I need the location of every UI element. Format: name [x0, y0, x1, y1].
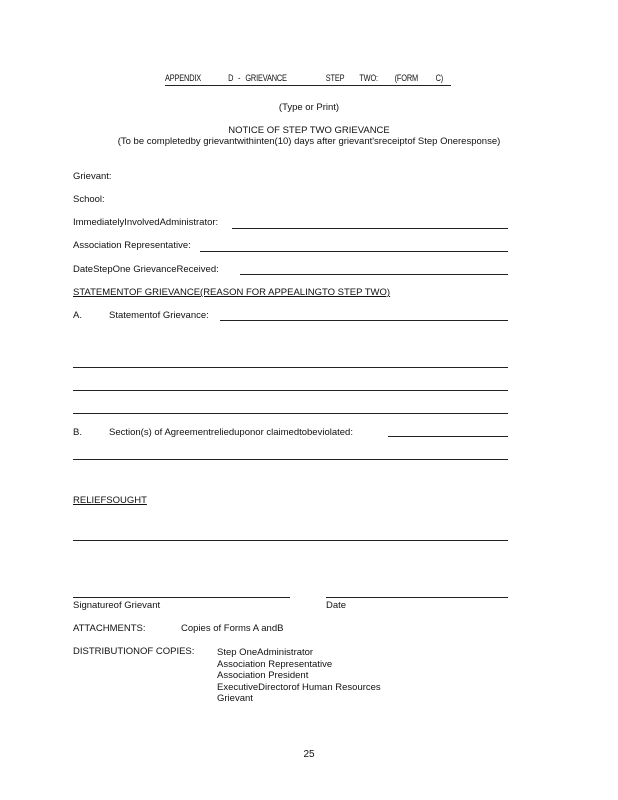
distribution-item: Step OneAdministrator — [217, 647, 314, 658]
notice-subtitle: (To be completedby grievantwithinten(10) days after grievant'sreceiptof Step Oneresponse) — [117, 136, 501, 147]
statement-b-letter: B. — [73, 427, 82, 438]
appendix-letter: D — [228, 73, 234, 83]
grievant-label: Grievant: — [73, 171, 112, 182]
heading-dash: - — [237, 73, 241, 83]
school-label: School: — [73, 194, 105, 205]
relief-heading: RELIEFSOUGHT — [73, 495, 147, 506]
relief-line[interactable] — [73, 540, 508, 541]
date-received-label: DateStepOne GrievanceReceived: — [73, 264, 219, 275]
statement-a-label: Statementof Grievance: — [109, 310, 209, 321]
form-letter: C) — [435, 73, 444, 83]
distribution-label: DISTRIBUTIONOF COPIES: — [73, 646, 195, 657]
attachments-value: Copies of Forms A andB — [181, 623, 284, 634]
signature-label: Signatureof Grievant — [73, 600, 161, 611]
attachments-label: ATTACHMENTS: — [73, 623, 146, 634]
distribution-list — [217, 648, 381, 706]
distribution-item: ExecutiveDirectorof Human Resources — [217, 681, 381, 693]
signature-field[interactable] — [73, 597, 290, 598]
notice-title: NOTICE OF STEP TWO GRIEVANCE — [228, 125, 390, 136]
statement-line-1[interactable] — [73, 367, 508, 368]
administrator-field[interactable] — [232, 228, 508, 229]
statement-line-2[interactable] — [73, 390, 508, 391]
statement-b-field[interactable] — [388, 436, 508, 437]
statement-a-letter: A. — [73, 310, 82, 321]
administrator-label: ImmediatelyInvolvedAdministrator: — [73, 217, 219, 228]
page-number: 25 — [303, 749, 315, 760]
distribution-item: Association President — [217, 670, 309, 681]
heading-underline — [165, 85, 451, 86]
statement-b-label: Section(s) of Agreementrelieduponor claimedtobeviolated: — [109, 427, 353, 438]
representative-field[interactable] — [200, 251, 508, 252]
grievance-word: GRIEVANCE — [245, 73, 287, 83]
step-word: STEP — [325, 73, 345, 83]
type-or-print: (Type or Print) — [278, 102, 340, 113]
date-label: Date — [326, 600, 347, 611]
appendix-word: APPENDIX — [165, 73, 202, 83]
statement-line-3[interactable] — [73, 413, 508, 414]
statement-a-field[interactable] — [220, 320, 508, 321]
representative-label: Association Representative: — [73, 240, 191, 251]
two-word: TWO: — [359, 73, 378, 83]
date-received-field[interactable] — [240, 274, 508, 275]
statement-heading: STATEMENTOF GRIEVANCE(REASON FOR APPEALINGTO STEP TWO) — [73, 287, 391, 298]
form-word: (FORM — [394, 73, 418, 83]
date-field[interactable] — [326, 597, 508, 598]
distribution-item: Grievant — [217, 693, 253, 704]
distribution-item: Association Representative — [217, 658, 333, 670]
statement-b-line[interactable] — [73, 459, 508, 460]
